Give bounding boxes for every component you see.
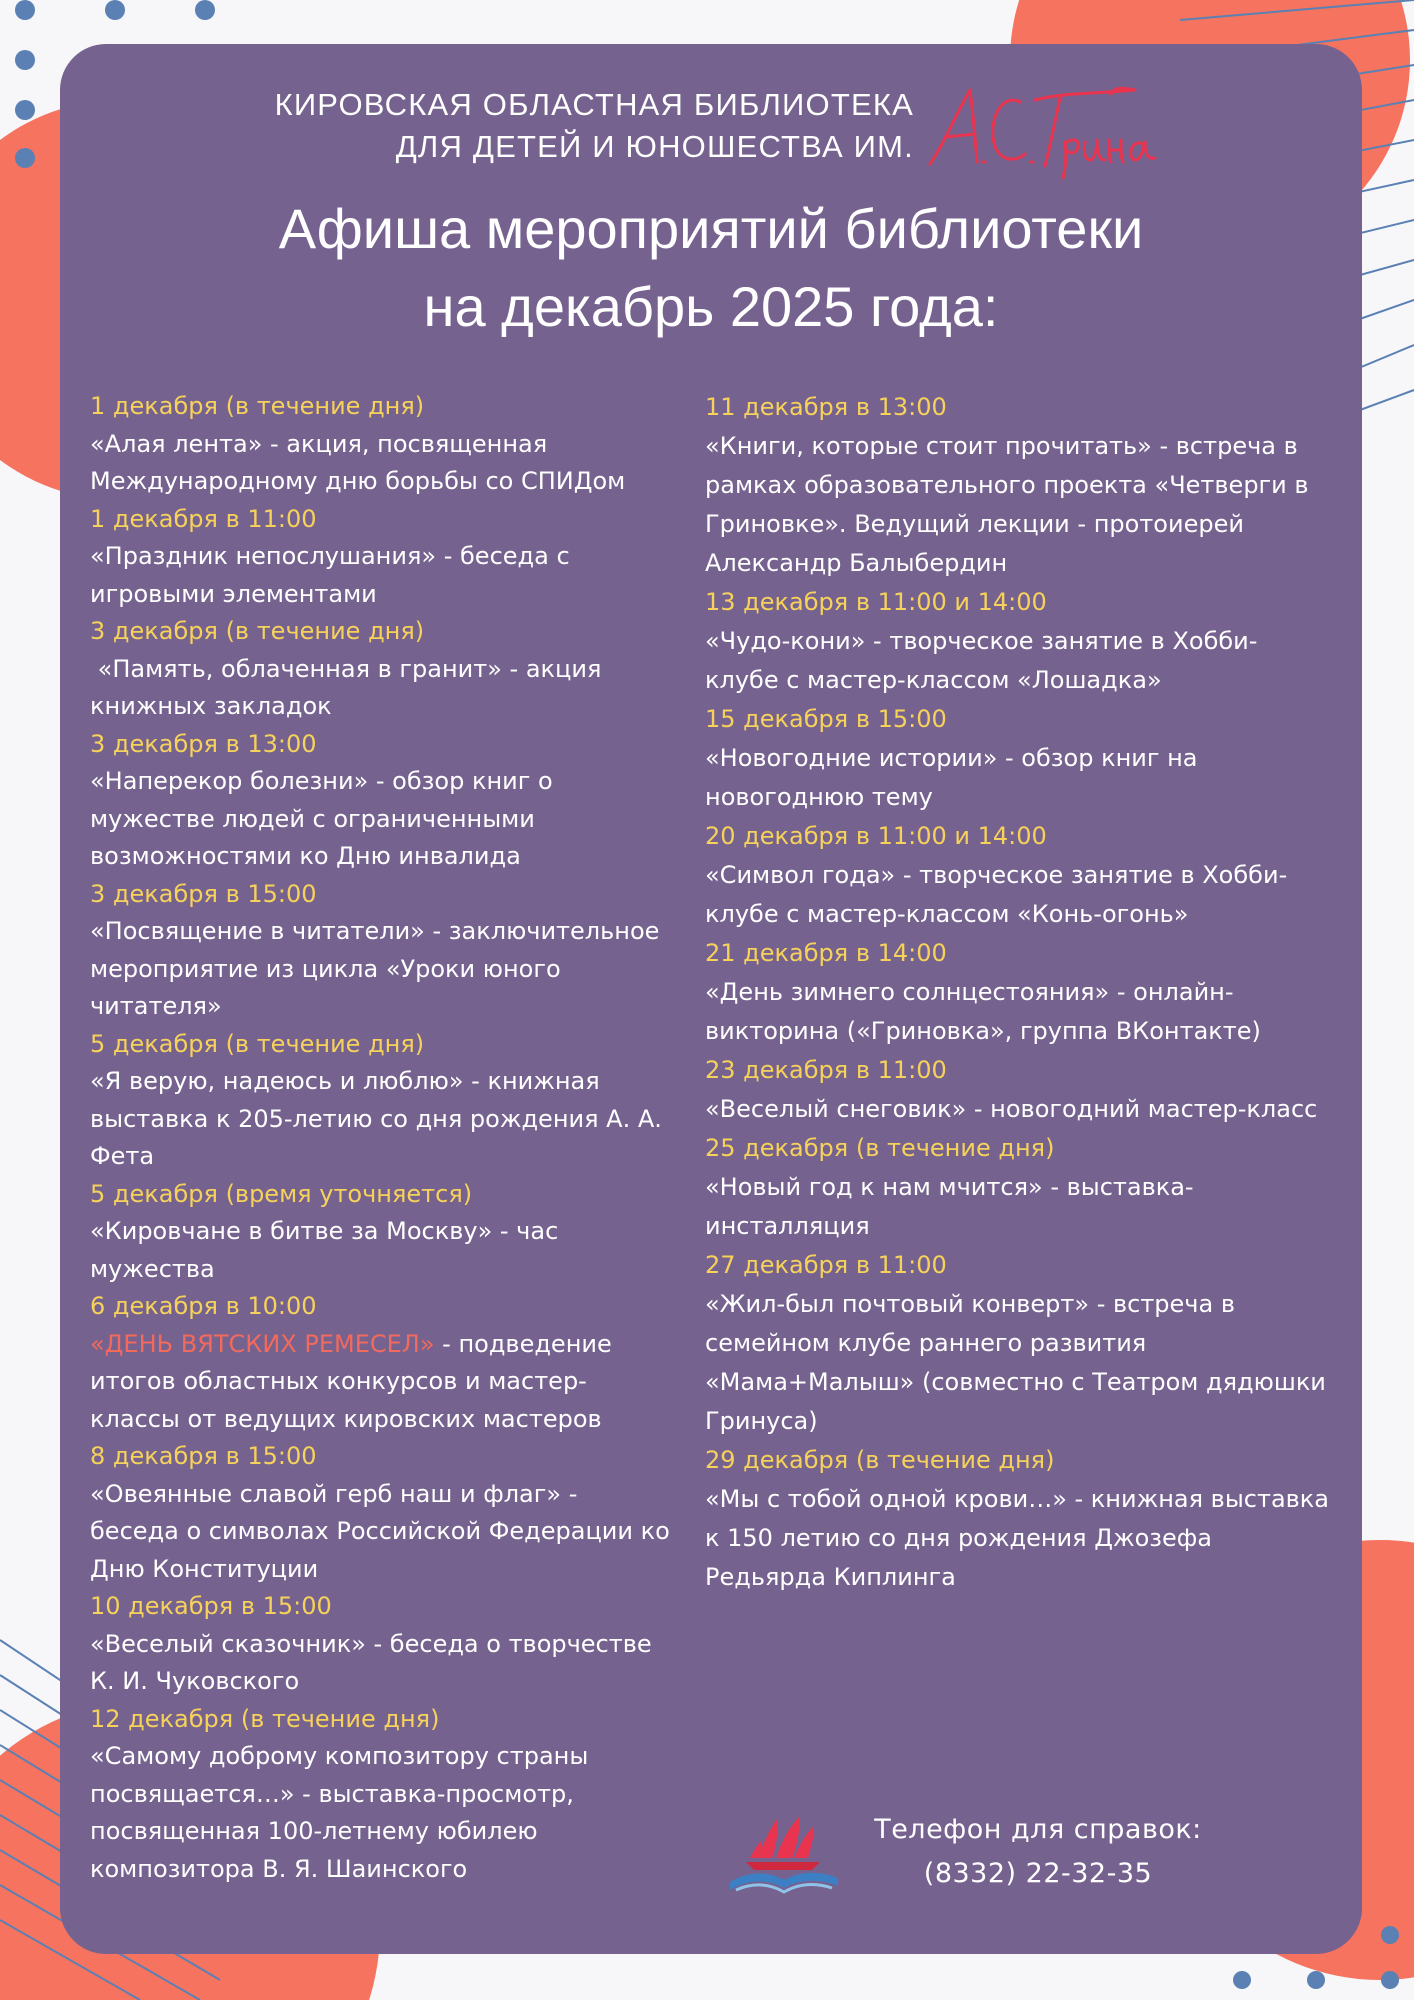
event-description: «Я верую, надеюсь и люблю» - книжная выставка к 205-летию со дня рождения А. А. Фета [90,1067,662,1170]
event-item [90,388,670,501]
event-date: 1 декабря в 11:00 [90,504,317,533]
event-date: 1 декабря (в течение дня) [90,392,425,420]
poster-title [60,190,1362,346]
event-description: «Самому доброму композитору страны посвящается…» - выставка-просмотр, посвященная 100-летнему юбилею композитора В. Я. Шаинского [90,1742,589,1883]
event-item [705,934,1330,1051]
event-item [705,583,1330,700]
event-item [705,1441,1330,1597]
event-description: «Кировчане в битве за Москву» - час мужества [90,1217,559,1283]
event-date: 6 декабря в 10:00 [90,1292,317,1320]
event-description-wrapper [90,1326,670,1439]
event-item [90,613,670,726]
event-description: - подведение итогов областных конкурсов и мастер-классы от ведущих кировских мастеров [90,1329,612,1433]
footer-contacts [720,1808,1240,1908]
event-date: 23 декабря в 11:00 [705,1056,947,1084]
phone-label: Телефон для справок: [874,1814,1202,1845]
event-date: 27 декабря в 11:00 [705,1251,947,1279]
event-date: 5 декабря (время уточняется) [90,1179,473,1208]
event-date: 12 декабря (в течение дня) [90,1704,440,1733]
events-column-right [705,388,1330,1597]
event-description: «Мы с тобой одной крови…» - книжная выставка к 150 летию со дня рождения Джозефа Редьярда Киплинга [705,1485,1329,1591]
event-item [705,1051,1330,1129]
event-description: «Символ года» - творческое занятие в Хобби-клубе с мастер-классом «Конь-огонь» [705,861,1288,928]
events-column-left [90,388,670,1888]
event-item [705,1129,1330,1246]
event-description: «Веселый сказочник» - беседа о творчестве К. И. Чуковского [90,1629,652,1695]
phone-number: (8332) 22-32-35 [923,1858,1153,1889]
event-description: «Алая лента» - акция, посвященная Международному дню борьбы со СПИДом [90,429,626,495]
title-line1: Афиша мероприятий библиотеки [278,197,1144,260]
event-description: «Книги, которые стоит прочитать» - встреча в рамках образовательного проекта «Четверги в Гриновке». Ведущий лекции - протоиерей Александр Балыбердин [705,432,1309,577]
event-description: «Новогодние истории» - обзор книг на новогоднюю тему [705,744,1198,811]
event-date: 13 декабря в 11:00 и 14:00 [705,588,1047,616]
event-highlight-title: «ДЕНЬ ВЯТСКИХ РЕМЕСЕЛ» [90,1329,435,1358]
event-date: 3 декабря в 13:00 [90,729,317,758]
event-item [90,1026,670,1176]
event-item [90,876,670,1026]
event-item [90,501,670,614]
event-date: 10 декабря в 15:00 [90,1592,332,1620]
event-item [90,1288,670,1438]
event-date: 8 декабря в 15:00 [90,1442,317,1470]
event-date: 20 декабря в 11:00 и 14:00 [705,822,1047,850]
event-item [705,388,1330,583]
library-name-line1: КИРОВСКАЯ ОБЛАСТНАЯ БИБЛИОТЕКА [274,87,914,122]
event-date: 3 декабря в 15:00 [90,879,317,908]
event-item [705,817,1330,934]
event-item [705,700,1330,817]
event-date: 21 декабря в 14:00 [705,939,947,967]
event-description: «Чудо-кони» - творческое занятие в Хобби-клубе с мастер-классом «Лошадка» [705,627,1258,694]
event-item [90,726,670,876]
event-item [90,1438,670,1588]
event-date: 11 декабря в 13:00 [705,393,947,421]
event-item [90,1588,670,1701]
event-date: 29 декабря (в течение дня) [705,1446,1055,1474]
event-date: 3 декабря (в течение дня) [90,617,425,645]
event-description: «Овеянные славой герб наш и флаг» - беседа о символах Российской Федерации ко Дню Конституции [90,1479,670,1583]
title-line2: на декабрь 2025 года: [423,275,999,338]
event-date: 15 декабря в 15:00 [705,705,947,733]
event-item [705,1246,1330,1441]
event-description: «День зимнего солнцестояния» - онлайн-викторина («Гриновка», группа ВКонтакте) [705,978,1261,1045]
event-date: 5 декабря (в течение дня) [90,1029,425,1058]
event-description: «Посвящение в читатели» - заключительное мероприятие из цикла «Уроки юного читателя» [90,917,660,1020]
event-description: «Новый год к нам мчится» - выставка-инсталляция [705,1173,1194,1240]
event-description: «Наперекор болезни» - обзор книг о мужестве людей с ограниченными возможностями ко Дню инвалида [90,767,553,870]
event-description: «Праздник непослушания» - беседа с игровыми элементами [90,542,570,608]
library-name-line2: ДЛЯ ДЕТЕЙ И ЮНОШЕСТВА ИМ. [395,129,914,164]
event-date: 25 декабря (в течение дня) [705,1134,1055,1162]
event-description: «Память, облаченная в гранит» - акция книжных закладок [90,654,610,720]
event-item [90,1176,670,1289]
phone-info [848,1808,1228,1896]
library-name [114,84,914,168]
ship-logo-icon [720,1812,848,1896]
event-description: «Веселый снеговик» - новогодний мастер-класс [705,1095,1318,1123]
signature-grin [925,82,1165,182]
event-description: «Жил-был почтовый конверт» - встреча в семейном клубе раннего развития «Мама+Малыш» (совместно с Театром дядюшки Гринуса) [705,1290,1326,1435]
event-item [90,1701,670,1889]
